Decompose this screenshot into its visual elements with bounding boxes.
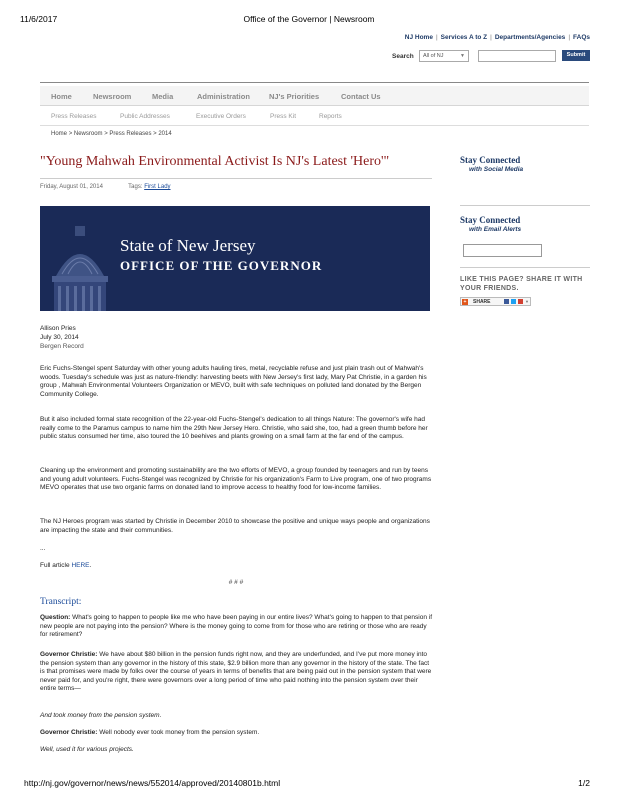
question-label: Question: bbox=[40, 614, 71, 621]
social-title: Stay Connected bbox=[460, 155, 521, 165]
print-header bbox=[20, 14, 598, 26]
banner-state-name: State of New Jersey bbox=[120, 236, 256, 255]
transcript-answer bbox=[40, 729, 432, 738]
util-link-nj-home[interactable]: NJ Home bbox=[404, 34, 433, 41]
print-url: http://nj.gov/governor/news/news/552014/approved/20140801b.html bbox=[24, 778, 281, 788]
breadcrumb bbox=[51, 131, 172, 137]
print-page-number: 1/2 bbox=[578, 778, 590, 788]
article-pub-date: July 30, 2014 bbox=[40, 333, 79, 341]
breadcrumb-press-releases[interactable]: Press Releases bbox=[109, 131, 152, 137]
transcript-interjection: Well, used it for various projects. bbox=[40, 746, 134, 753]
answer-text: We have about $80 billion in the pension funds right now, and they are underfunded, and I've put more money into the pension system than any governor in the history of this state, $2.9 billion more than any governor in the history of the state. The fact is that promises were made by folks over the course of years in terms of benefits that are being paid out in the pension system that were never paid for, and you're right, there were governors over a long period of time who paid nothing into the pension system over their entire terms— bbox=[40, 651, 432, 693]
nav-home[interactable]: Home bbox=[51, 92, 72, 101]
nav-media[interactable]: Media bbox=[152, 92, 174, 101]
article-source: Bergen Record bbox=[40, 342, 84, 350]
email-subtitle: with Email Alerts bbox=[469, 226, 522, 233]
facebook-icon bbox=[504, 299, 509, 304]
transcript-interjection: And took money from the pension system. bbox=[40, 712, 162, 719]
email-alert-input[interactable] bbox=[463, 244, 542, 257]
article-paragraph: Cleaning up the environment and promoting sustainability are the two efforts of MEVO, a group founded by teenagers and run by teens and young adult volunteers. Fuchs-Stengel was recognized by Christie for his organization's Farm to Live program, one of two programs MEVO operates that use two organic farms on donated land to improve access to healthy food for low-income families. bbox=[40, 467, 432, 492]
article-author: Allison Pries bbox=[40, 325, 76, 332]
article-meta bbox=[40, 184, 171, 190]
search-label: Search bbox=[392, 53, 414, 60]
transcript-answer bbox=[40, 651, 432, 694]
full-article-prefix: Full article bbox=[40, 562, 72, 569]
transcript-question bbox=[40, 614, 432, 640]
util-link-departments[interactable]: Departments/Agencies bbox=[494, 34, 566, 41]
search-submit-button[interactable]: Submit bbox=[562, 50, 590, 61]
subnav-executive-orders[interactable]: Executive Orders bbox=[196, 113, 246, 120]
nav-administration[interactable]: Administration bbox=[197, 92, 250, 101]
util-link-faqs[interactable]: FAQs bbox=[573, 34, 590, 41]
nav-contact-us[interactable]: Contact Us bbox=[341, 92, 381, 101]
search-scope-select[interactable] bbox=[419, 50, 469, 62]
chevron-down-icon: ▼ bbox=[460, 53, 465, 59]
end-mark: # # # bbox=[228, 579, 244, 586]
sidebar-rule bbox=[460, 205, 590, 206]
article-byline bbox=[40, 325, 432, 351]
answer-text: Well nobody ever took money from the pension system. bbox=[97, 729, 260, 736]
breadcrumb-home[interactable]: Home bbox=[51, 131, 68, 137]
question-text: What's going to happen to people like me who have been paying in our entire lives? What's going to happen to that pension if new people are not paying into the pension? Where is the money going to come from for those who are retiring or those who are ready for retirement? bbox=[40, 614, 433, 639]
twitter-icon bbox=[511, 299, 516, 304]
email-alerts-block bbox=[460, 215, 590, 233]
print-date: 11/6/2017 bbox=[20, 14, 58, 24]
sidebar-rule bbox=[460, 267, 590, 268]
subnav-press-releases[interactable]: Press Releases bbox=[51, 113, 97, 120]
social-media-block[interactable] bbox=[460, 155, 590, 173]
full-article-link[interactable]: HERE bbox=[71, 562, 90, 569]
util-separator: | bbox=[490, 34, 492, 41]
plus-icon: + bbox=[463, 299, 467, 305]
main-nav-top-rule bbox=[40, 82, 589, 83]
email-title: Stay Connected bbox=[460, 215, 521, 225]
utility-nav bbox=[405, 34, 590, 41]
headline-rule bbox=[40, 178, 432, 179]
nav-priorities[interactable]: NJ's Priorities bbox=[269, 92, 320, 101]
search-bar bbox=[392, 50, 590, 64]
tag-link-first-lady[interactable]: First Lady bbox=[144, 184, 171, 190]
full-article-line bbox=[40, 562, 432, 571]
breadcrumb-year: 2014 bbox=[158, 131, 172, 137]
article-ellipsis: ... bbox=[40, 545, 46, 552]
search-input[interactable] bbox=[478, 50, 556, 62]
breadcrumb-newsroom[interactable]: Newsroom bbox=[73, 131, 103, 137]
breadcrumb-separator: > bbox=[68, 131, 73, 137]
share-label: SHARE bbox=[473, 299, 491, 305]
speaker-label: Governor Christie: bbox=[40, 651, 98, 658]
article-paragraph: Eric Fuchs-Stengel spent Saturday with other young adults hauling tires, metal, recyclable refuse and just plain trash out of Mahwah's woods. Tuesday's schedule was just as nature-friendly: harvesting beets with New Jersey's first lady, Mary Pat Christie, in a garden his group , Mahwah Environmental Volunteers Organization or MEVO, built with safe techniques on polluted land donated by the Bergen Community College. bbox=[40, 365, 427, 398]
subnav-public-addresses[interactable]: Public Addresses bbox=[120, 113, 170, 120]
article-paragraph: But it also included formal state recognition of the 22-year-old Fuchs-Stengel's dedication to all things Nature: The governor's wife had really come to the Paramus campus to name him the 29th New Jersey Hero. Christie, who said she, too, had a green thumb before her public status consumed her time, also toured the 10 beehives and plants growing on a small farm at the far end of the campus. bbox=[40, 416, 428, 441]
banner-office-name: OFFICE OF THE GOVERNOR bbox=[120, 258, 323, 273]
transcript-heading: Transcript: bbox=[40, 597, 82, 607]
social-subtitle: with Social Media bbox=[469, 166, 524, 173]
subnav-press-kit[interactable]: Press Kit bbox=[270, 113, 297, 120]
util-separator: | bbox=[568, 34, 571, 41]
chevron-down-icon: ▼ bbox=[525, 299, 529, 304]
util-link-services[interactable]: Services A to Z bbox=[440, 34, 488, 41]
article-date: Friday, August 01, 2014 bbox=[40, 184, 103, 190]
breadcrumb-separator: > bbox=[153, 131, 157, 137]
speaker-label: Governor Christie: bbox=[40, 729, 98, 736]
breadcrumb-separator: > bbox=[104, 131, 108, 137]
share-prompt: LIKE THIS PAGE? SHARE IT WITH YOUR FRIENDS. bbox=[460, 276, 583, 292]
capitol-dome-icon bbox=[48, 224, 112, 311]
tags-label: Tags: bbox=[128, 184, 143, 190]
search-scope-value: All of NJ bbox=[423, 53, 444, 59]
sub-nav-rule bbox=[40, 125, 589, 126]
subnav-reports[interactable]: Reports bbox=[319, 113, 342, 120]
util-separator: | bbox=[435, 34, 438, 41]
full-article-suffix: . bbox=[89, 562, 92, 569]
nav-newsroom[interactable]: Newsroom bbox=[93, 92, 132, 101]
main-nav bbox=[40, 86, 589, 106]
article-paragraph: The NJ Heroes program was started by Christie in December 2010 to showcase the positive and unique ways people and organizations are impacting the state and their communities. bbox=[40, 518, 430, 534]
governor-banner bbox=[40, 206, 430, 311]
email-icon bbox=[518, 299, 523, 304]
print-title: Office of the Governor | Newsroom bbox=[243, 14, 375, 24]
sub-nav bbox=[40, 107, 589, 125]
page-title: "Young Mahwah Environmental Activist Is NJ's Latest 'Hero'" bbox=[40, 154, 390, 169]
share-button[interactable] bbox=[460, 297, 531, 306]
